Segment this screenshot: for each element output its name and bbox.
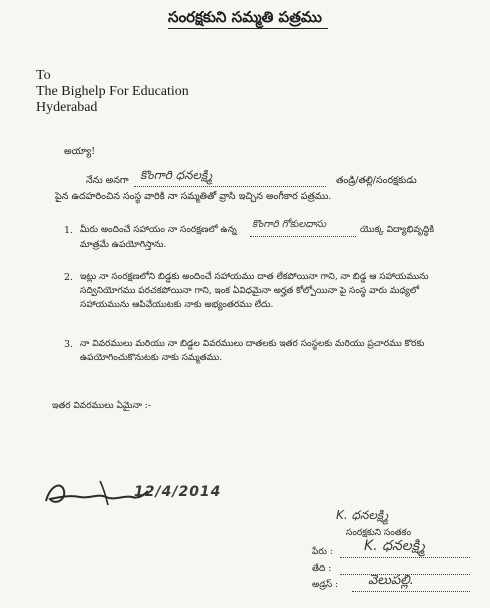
clause-1-prefix: మీరు అందించే సహాయం నా సంరక్షణలో ఉన్న (80, 225, 237, 235)
name-line (340, 557, 470, 558)
clause-3-line2: ఉపయోగించుకొనుటకు నాకు సమ్మతము. (80, 353, 223, 363)
date-label: తేది : (312, 564, 332, 574)
address-label: అడ్రస్ : (312, 580, 339, 590)
title-underline (168, 28, 328, 29)
clause-2-number: 2. (64, 272, 74, 283)
child-name-line (250, 236, 356, 237)
guardian-name-handwritten: కొంగారి ధనలక్ష్మి (140, 168, 213, 182)
clause-2-line1: ఇట్లు నా సంరక్షణలోని బిడ్డకు అందించే సహాయము దాత లేకపోయినా గాని, నా బిడ్డ ఆ సహాయమును (80, 272, 429, 282)
address-line (352, 591, 470, 592)
other-details-label: ఇతర వివరములు ఏమైనా :- (52, 401, 151, 411)
intro-line2: పైన ఉదహరించిన సంస్థ వారికి నా సమ్మతితో వ్రాసి ఇచ్చిన అంగీకార పత్రము. (55, 191, 332, 202)
address-city: Hyderabad (36, 100, 98, 115)
intro-prefix: నేను అనగా (86, 175, 129, 186)
clause-1-number: 1. (64, 225, 74, 236)
relation-options: తండ్రి/తల్లి/సంరక్షకుడు (336, 175, 417, 186)
guardian-signature: K. ధనలక్ష్మి (336, 508, 389, 522)
clause-2-line2: సద్వినియోగము పరచకపోయినా గాని, ఇంక ఏవిధమైనా అర్హత కోల్పోయినా పై సంస్థ వారు మధ్యలో (80, 286, 420, 296)
guardian-signature-label: సంరక్షకుని సంతకం (346, 528, 412, 538)
clause-3-line1: నా వివరములు మరియు నా బిడ్డల వివరములు దాతలకు ఇతర సంస్థలకు మరియు ప్రచారము కొరకు (80, 339, 425, 349)
clause-1-line2: మాత్రమే ఉపయోగిస్తాను. (80, 240, 167, 250)
clause-1-suffix: యొక్క విద్యాభివృద్ధికి (360, 225, 435, 235)
name-label: పేరు : (312, 547, 333, 557)
address-to: To (36, 68, 51, 83)
clause-2-line3: సహాయమును ఆపివేయుటకు నాకు అభ్యంతరము లేదు. (80, 300, 274, 310)
child-name-handwritten: కొంగారి గోకులదాసు (252, 219, 327, 230)
address-value: వెలుపల్లి. (368, 573, 414, 588)
left-signature-date: 12/4/2014 (134, 484, 222, 500)
guardian-name-line (134, 186, 326, 187)
address-org: The Bighelp For Education (36, 84, 189, 99)
salutation: అయ్యా! (64, 146, 96, 157)
document-title: సంరక్షకుని సమ్మతి పత్రము (168, 8, 322, 26)
name-value: K. ధనలక్ష్మి (364, 538, 425, 554)
clause-3-number: 3. (64, 339, 74, 350)
